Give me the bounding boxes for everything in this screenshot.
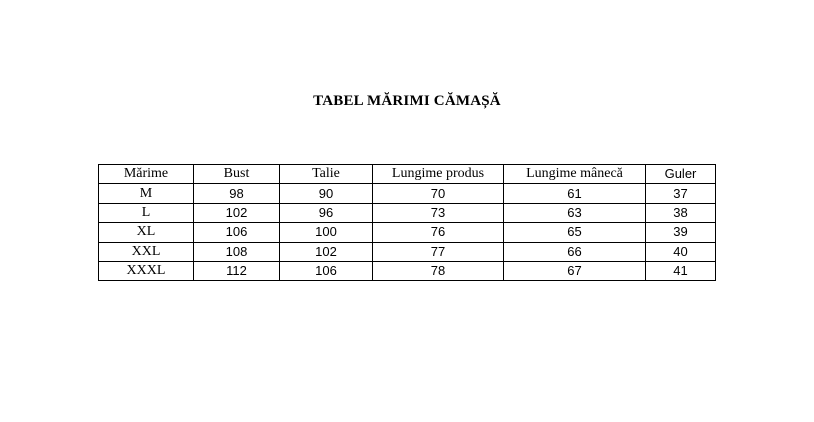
page-title: TABEL MĂRIMI CĂMAȘĂ [313, 93, 501, 109]
column-header-sleeve-length: Lungime mânecă [504, 165, 646, 184]
bust-cell: 108 [194, 242, 280, 261]
table-row [99, 223, 716, 242]
table-row [99, 203, 716, 222]
size-cell: L [99, 203, 194, 222]
column-header-bust: Bust [194, 165, 280, 184]
sleeve-length-cell: 61 [504, 184, 646, 203]
sleeve-length-cell: 63 [504, 203, 646, 222]
collar-cell: 37 [646, 184, 716, 203]
sleeve-length-cell: 66 [504, 242, 646, 261]
product-length-cell: 77 [373, 242, 504, 261]
size-chart-table [98, 164, 716, 281]
sleeve-length-cell: 65 [504, 223, 646, 242]
waist-cell: 96 [280, 203, 373, 222]
table-row [99, 261, 716, 280]
collar-cell: 39 [646, 223, 716, 242]
bust-cell: 102 [194, 203, 280, 222]
collar-cell: 40 [646, 242, 716, 261]
waist-cell: 90 [280, 184, 373, 203]
waist-cell: 106 [280, 261, 373, 280]
sleeve-length-cell: 67 [504, 261, 646, 280]
product-length-cell: 70 [373, 184, 504, 203]
bust-cell: 98 [194, 184, 280, 203]
product-length-cell: 73 [373, 203, 504, 222]
column-header-size: Mărime [99, 165, 194, 184]
product-length-cell: 76 [373, 223, 504, 242]
waist-cell: 102 [280, 242, 373, 261]
column-header-product-length: Lungime produs [373, 165, 504, 184]
product-length-cell: 78 [373, 261, 504, 280]
size-cell: XXL [99, 242, 194, 261]
size-cell: XL [99, 223, 194, 242]
waist-cell: 100 [280, 223, 373, 242]
column-header-waist: Talie [280, 165, 373, 184]
table-row [99, 184, 716, 203]
size-cell: M [99, 184, 194, 203]
table-header-row [99, 165, 716, 184]
collar-cell: 38 [646, 203, 716, 222]
table-row [99, 242, 716, 261]
column-header-collar: Guler [646, 165, 716, 184]
bust-cell: 112 [194, 261, 280, 280]
size-cell: XXXL [99, 261, 194, 280]
bust-cell: 106 [194, 223, 280, 242]
collar-cell: 41 [646, 261, 716, 280]
